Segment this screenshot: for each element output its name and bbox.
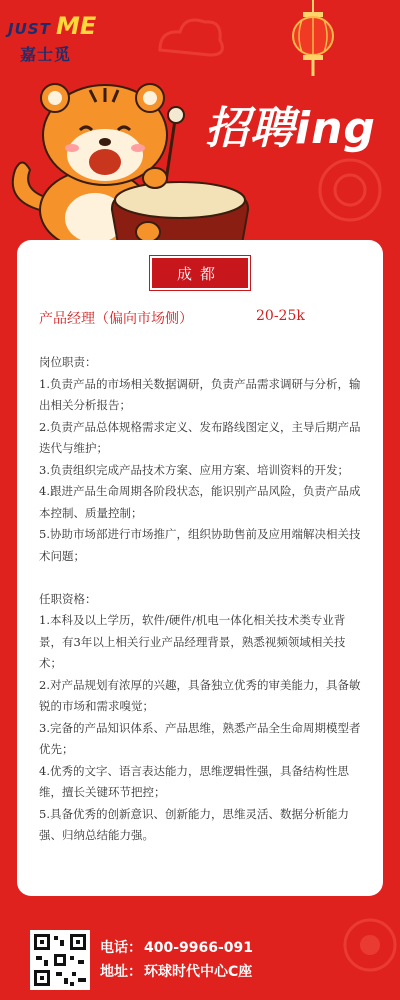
section-spacer (39, 567, 367, 589)
qualifications-heading: 任职资格： (39, 591, 97, 606)
lantern-icon (288, 0, 338, 80)
list-item: 2.负责产品总体规格需求定义、发布路线图定义，主导后期产品迭代与维护； (39, 419, 361, 455)
phone-number[interactable]: 400-9966-091 (144, 940, 254, 956)
brand-latin-b: ME (56, 12, 97, 40)
address-text: 环球时代中心C座 (144, 964, 253, 980)
list-item: 5.协助市场部进行市场推广，组织协助售前及应用端解决相关技术问题； (39, 527, 361, 563)
contact-info (100, 936, 253, 984)
contact-footer (0, 920, 400, 1000)
address-row (100, 960, 253, 984)
job-description (39, 352, 367, 847)
recruiting-headline: 招聘ing (205, 103, 376, 154)
list-item: 1.本科及以上学历，软件/硬件/机电一体化相关技术类专业背景，有3年以上相关行业产品经理背景，熟悉视频领域相关技术； (39, 613, 346, 670)
list-item: 3.负责组织完成产品技术方案、应用方案、培训资料的开发； (39, 462, 349, 477)
job-title: 产品经理（偏向市场侧） (39, 311, 193, 327)
phone-row (100, 936, 253, 960)
qr-code-icon[interactable] (30, 930, 90, 990)
responsibilities-heading: 岗位职责： (39, 355, 97, 369)
list-item: 2.对产品规划有浓厚的兴趣，具备独立优秀的审美能力，具备敏锐的市场和需求嗅觉； (39, 677, 361, 713)
job-card (17, 240, 383, 896)
cloud-pattern-icon (300, 150, 400, 230)
list-item: 4.优秀的文字、语言表达能力，思维逻辑性强，具备结构性思维，擅长关键环节把控； (39, 763, 349, 799)
brand-name: 嘉士觅 (20, 45, 72, 64)
address-label: 地址： (100, 964, 142, 980)
list-item: 3.完备的产品知识体系、产品思维，熟悉产品全生命周期模型者优先； (39, 720, 361, 756)
city-badge: 成都 (152, 258, 248, 288)
phone-label: 电话： (100, 940, 142, 956)
list-item: 1.负责产品的市场相关数据调研，负责产品需求调研与分析，输出相关分析报告； (39, 376, 361, 412)
list-item: 4.跟进产品生命周期各阶段状态，能识别产品风险，负责产品成本控制、质量控制； (39, 484, 361, 520)
brand-latin-a: JUST (8, 20, 51, 38)
salary: 20-25k (256, 308, 305, 324)
list-item: 5.具备优秀的创新意识、创新能力，思维灵活、数据分析能力强、归纳总结能力强。 (39, 806, 349, 842)
